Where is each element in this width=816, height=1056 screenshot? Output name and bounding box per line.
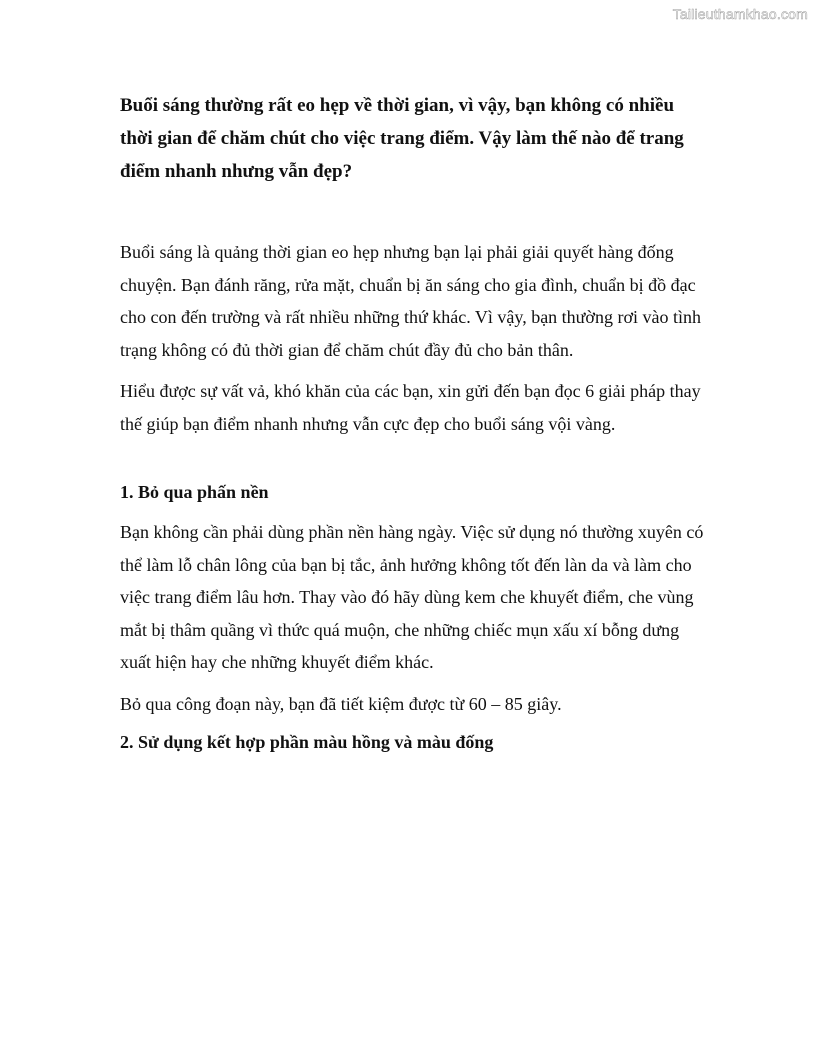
paragraph: Hiểu được sự vất vả, khó khăn của các bạn, xin gửi đến bạn đọc 6 giải pháp thay thế giúp bạn điểm nhanh nhưng vẫn cực đẹp cho buổi sáng vội vàng. — [120, 381, 701, 434]
section-heading: 1. Bỏ qua phấn nền — [120, 482, 269, 502]
watermark: Tailieuthamkhao.com — [672, 6, 808, 22]
document-body — [120, 89, 710, 757]
intro-title: Buổi sáng thường rất eo hẹp về thời gian, vì vậy, bạn không có nhiều thời gian để chăm chút cho việc trang điểm. Vậy làm thế nào để trang điểm nhanh nhưng vẫn đẹp? — [120, 95, 684, 182]
paragraph: Buổi sáng là quảng thời gian eo hẹp nhưng bạn lại phải giải quyết hàng đống chuyện. Bạn đánh răng, rửa mặt, chuẩn bị ăn sáng cho gia đình, chuẩn bị đồ đạc cho con đến trường và rất nhiều những thứ khác. Vì vậy, bạn thường rơi vào tình trạng không có đủ thời gian để chăm chút đầy đủ cho bản thân. — [120, 242, 701, 360]
section-heading: 2. Sử dụng kết hợp phần màu hồng và màu đống — [120, 732, 494, 752]
paragraph: Bỏ qua công đoạn này, bạn đã tiết kiệm được từ 60 – 85 giây. — [120, 693, 562, 714]
paragraph: Bạn không cần phải dùng phần nền hàng ngày. Việc sử dụng nó thường xuyên có thể làm lỗ chân lông của bạn bị tắc, ảnh hưởng không tốt đến làn da và làm cho việc trang điểm lâu hơn. Thay vào đó hãy dùng kem che khuyết điểm, che vùng mắt bị thâm quầng vì thức quá muộn, che những chiếc mụn xấu xí bỗng dưng xuất hiện hay che những khuyết điểm khác. — [120, 522, 704, 672]
